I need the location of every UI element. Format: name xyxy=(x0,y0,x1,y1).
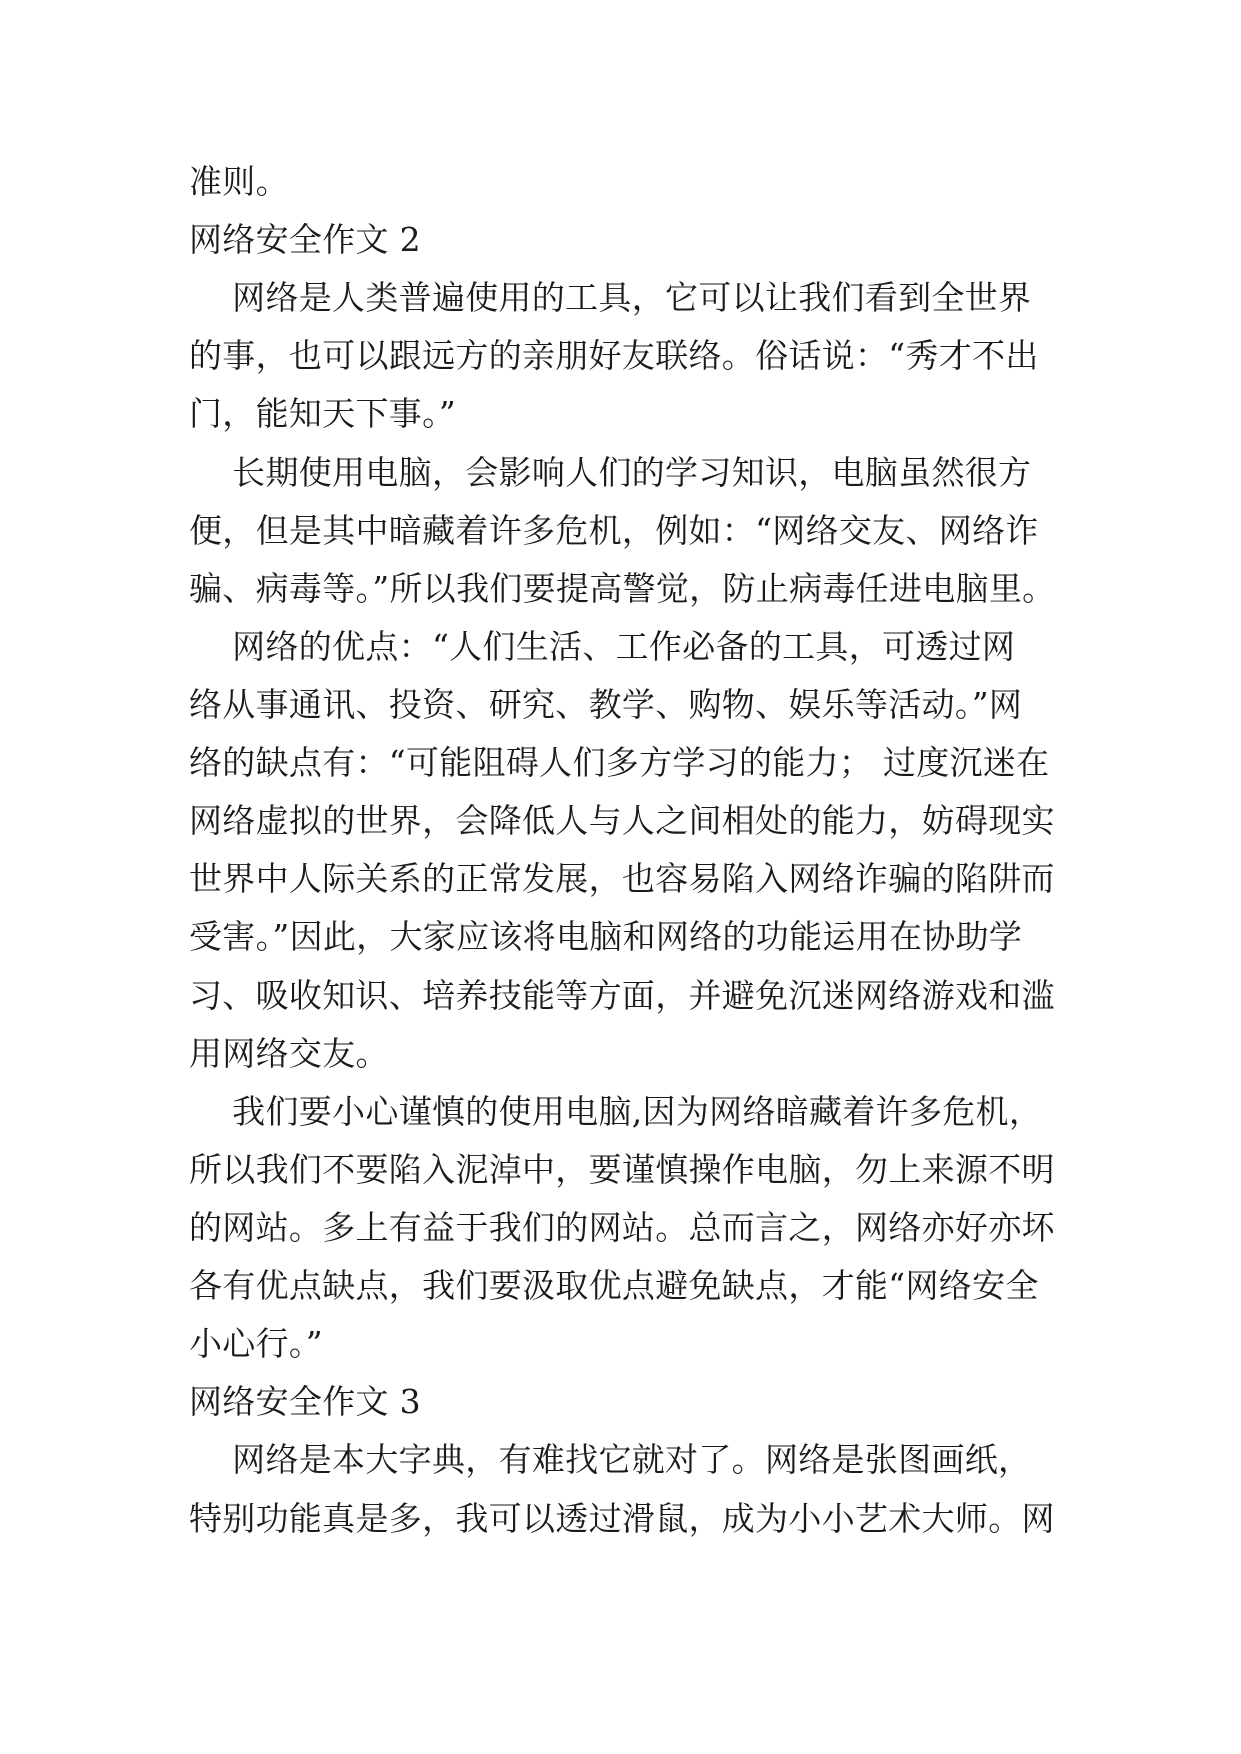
text-line: 受害。”因此，大家应该将电脑和网络的功能运用在协助学 xyxy=(189,917,1023,956)
text-line: 各有优点缺点，我们要汲取优点避免缺点，才能“网络安全 xyxy=(189,1266,1039,1305)
section-heading: 网络安全作文 3 xyxy=(189,1382,421,1421)
text-line: 长期使用电脑，会影响人们的学习知识，电脑虽然很方 xyxy=(189,453,1032,492)
text-line: 网络的优点：“人们生活、工作必备的工具，可透过网 xyxy=(189,627,1016,666)
text-line: 网络是人类普遍使用的工具，它可以让我们看到全世界 xyxy=(189,278,1032,317)
text-line: 的事，也可以跟远方的亲朋好友联络。俗话说：“秀才不出 xyxy=(189,336,1039,375)
text-line: 用网络交友。 xyxy=(189,1034,389,1073)
text-line: 特别功能真是多，我可以透过滑鼠，成为小小艺术大师。网 xyxy=(189,1499,1055,1538)
text-line: 网络虚拟的世界，会降低人与人之间相处的能力，妨碍现实 xyxy=(189,801,1055,840)
text-line: 门，能知天下事。” xyxy=(189,394,457,433)
text-line: 世界中人际关系的正常发展，也容易陷入网络诈骗的陷阱而 xyxy=(189,859,1055,898)
text-line: 络的缺点有：“可能阻碍人们多方学习的能力； 过度沉迷在 xyxy=(189,743,1050,782)
text-line: 小心行。” xyxy=(189,1324,323,1363)
text-line: 络从事通讯、投资、研究、教学、购物、娱乐等活动。”网 xyxy=(189,685,1023,724)
text-line: 便，但是其中暗藏着许多危机，例如：“网络交友、网络诈 xyxy=(189,511,1039,550)
text-line: 骗、病毒等。”所以我们要提高警觉，防止病毒任进电脑里。 xyxy=(189,569,1056,608)
text-line: 准则。 xyxy=(189,162,289,201)
text-line: 习、吸收知识、培养技能等方面，并避免沉迷网络游戏和滥 xyxy=(189,976,1055,1015)
section-heading: 网络安全作文 2 xyxy=(189,220,421,259)
text-line: 网络是本大字典，有难找它就对了。网络是张图画纸， xyxy=(189,1440,1032,1479)
text-line: 的网站。多上有益于我们的网站。总而言之，网络亦好亦坏 xyxy=(189,1208,1055,1247)
text-line: 所以我们不要陷入泥淖中，要谨慎操作电脑，勿上来源不明 xyxy=(189,1150,1055,1189)
text-line: 我们要小心谨慎的使用电脑,因为网络暗藏着许多危机， xyxy=(189,1092,1043,1131)
